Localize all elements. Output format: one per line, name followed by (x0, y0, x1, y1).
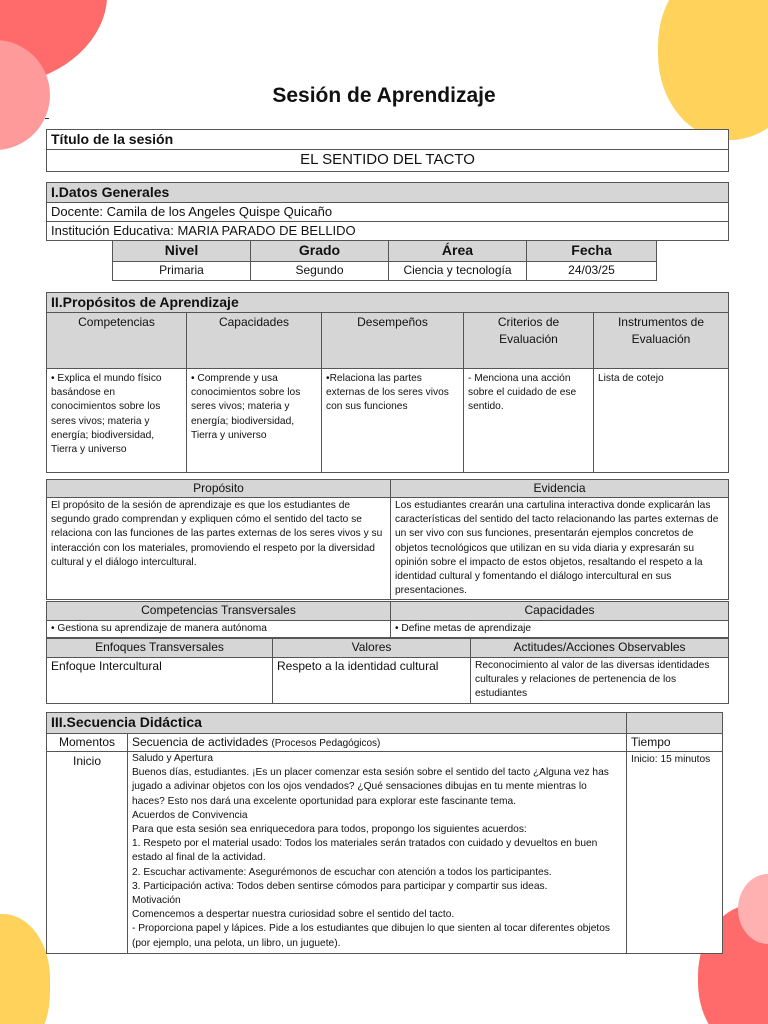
column-header: Actitudes/Acciones Observables (471, 639, 729, 658)
time-header: Tiempo (627, 734, 723, 752)
attitudes-value: Reconocimiento al valor de las diversas identidades culturales y relaciones de pertenencia de los estudiantes (471, 658, 729, 704)
teacher-name: Docente: Camila de los Angeles Quispe Quicaño (47, 203, 729, 222)
transversal-capacity: • Define metas de aprendizaje (391, 621, 729, 638)
date-value: 24/03/25 (527, 262, 657, 281)
column-header: Área (389, 241, 527, 262)
column-header: Capacidades (187, 313, 322, 369)
competencies-cell: • Explica el mundo físico basándose en conocimientos sobre los seres vivos; materia y energía; biodiversidad, Tierra y universo (47, 369, 187, 473)
header-empty-cell (627, 713, 723, 734)
page-title: Sesión de Aprendizaje (272, 84, 496, 107)
column-header: Evidencia (391, 480, 729, 498)
section-header: I.Datos Generales (47, 183, 729, 203)
activities-header-label: Secuencia de actividades (132, 735, 269, 749)
evidence-text: Los estudiantes crearán una cartulina interactiva donde explicarán las características del sentido del tacto relacionando las partes externas de un ser vivo con sus funciones, presentarán ejemplos concretos de objetos tecnológicos que utilizan en su vida diaria y expresarán su opinión sobre el impacto de estos objetos, resaltando el respeto a la identidad cultural y fomentando el diálogo intercultural en sus presentaciones. (391, 498, 729, 600)
activities-header (128, 734, 627, 752)
purpose-evidence-table (46, 479, 729, 600)
approach-value: Enfoque Intercultural (47, 658, 273, 704)
column-header: Competencias (47, 313, 187, 369)
column-header: Desempeños (322, 313, 464, 369)
column-header: Enfoques Transversales (47, 639, 273, 658)
activity-line: haces? Esto nos dará una excelente oportunidad para explorar este fascinante tema. (132, 795, 516, 807)
capacities-cell: • Comprende y usa conocimientos sobre los seres vivos; materia y energía; biodiversidad, Tierra y universo (187, 369, 322, 473)
activities-cell (128, 752, 627, 954)
transversal-competencies-table (46, 601, 729, 638)
purpose-text: El propósito de la sesión de aprendizaje es que los estudiantes de segundo grado comprendan y expliquen cómo el sentido del tacto se relaciona con las funciones de las partes externas de los seres vivos y su interacción con los materiales, promoviendo el respeto por la diversidad cultural y el diálogo intercultural. (47, 498, 391, 600)
column-header: Nivel (113, 241, 251, 262)
level-grade-table (112, 240, 657, 281)
area-value: Ciencia y tecnología (389, 262, 527, 281)
activity-line: Para que esta sesión sea enriquecedora para todos, propongo los siguientes acuerdos: (132, 824, 527, 836)
column-header: Instrumentos de Evaluación (594, 313, 729, 369)
performance-cell: •Relaciona las partes externas de los seres vivos con sus funciones (322, 369, 464, 473)
column-header: Propósito (47, 480, 391, 498)
grade-value: Segundo (251, 262, 389, 281)
section-header: II.Propósitos de Aprendizaje (47, 293, 729, 313)
divider (45, 118, 49, 119)
activity-line: Saludo y Apertura (132, 753, 213, 764)
activity-line: Comencemos a despertar nuestra curiosidad sobre el sentido del tacto. (132, 909, 455, 921)
value-value: Respeto a la identidad cultural (273, 658, 471, 704)
session-title-label: Título de la sesión (47, 130, 729, 150)
activity-line: Motivación (132, 895, 181, 907)
moment-start: Inicio (47, 752, 128, 954)
didactic-sequence-table (46, 712, 723, 954)
decorative-blob (0, 914, 50, 1024)
general-data-table (46, 182, 729, 241)
column-header: Grado (251, 241, 389, 262)
activity-line: estado al final de la actividad. (132, 852, 266, 864)
activities-header-sub: (Procesos Pedagógicos) (271, 738, 381, 749)
learning-purposes-table (46, 292, 729, 473)
column-header: Capacidades (391, 602, 729, 621)
instruments-cell: Lista de cotejo (594, 369, 729, 473)
activity-line: (por ejemplo, una pelota, un libro, un juguete). (132, 937, 341, 949)
column-header: Competencias Transversales (47, 602, 391, 621)
activity-line: 3. Participación activa: Todos deben sentirse cómodos para participar y compartir sus ideas. (132, 880, 548, 892)
session-title-value: EL SENTIDO DEL TACTO (47, 150, 729, 172)
activity-line: Buenos días, estudiantes. ¡Es un placer comenzar esta sesión sobre el sentido del tacto ¿Alguna vez has (132, 767, 609, 779)
column-header: Criterios de Evaluación (464, 313, 594, 369)
activity-line: - Proporciona papel y lápices. Pide a los estudiantes que dibujen lo que sienten al tocar diferentes objetos (132, 923, 610, 935)
transversal-competency: • Gestiona su aprendizaje de manera autónoma (47, 621, 391, 638)
level-value: Primaria (113, 262, 251, 281)
activity-line: 1. Respeto por el material usado: Todos los materiales serán tratados con cuidado y devueltos en buen (132, 838, 598, 850)
column-header: Fecha (527, 241, 657, 262)
session-title-table (46, 129, 729, 172)
activity-line: 2. Escuchar activamente: Asegurémonos de escuchar con atención a todos los participantes. (132, 866, 552, 878)
column-header: Valores (273, 639, 471, 658)
decorative-blob (658, 0, 768, 140)
institution-name: Institución Educativa: MARIA PARADO DE BELLIDO (47, 222, 729, 241)
activity-line: Acuerdos de Convivencia (132, 809, 248, 821)
section-header: III.Secuencia Didáctica (47, 713, 627, 734)
criteria-cell: - Menciona una acción sobre el cuidado de ese sentido. (464, 369, 594, 473)
moments-header: Momentos (47, 734, 128, 752)
time-cell: Inicio: 15 minutos (627, 752, 723, 954)
activity-line: jugado a adivinar objetos con los ojos vendados? ¿Qué sensaciones dibujas en tu mente mientras lo (132, 781, 587, 793)
transversal-approaches-table (46, 638, 729, 704)
